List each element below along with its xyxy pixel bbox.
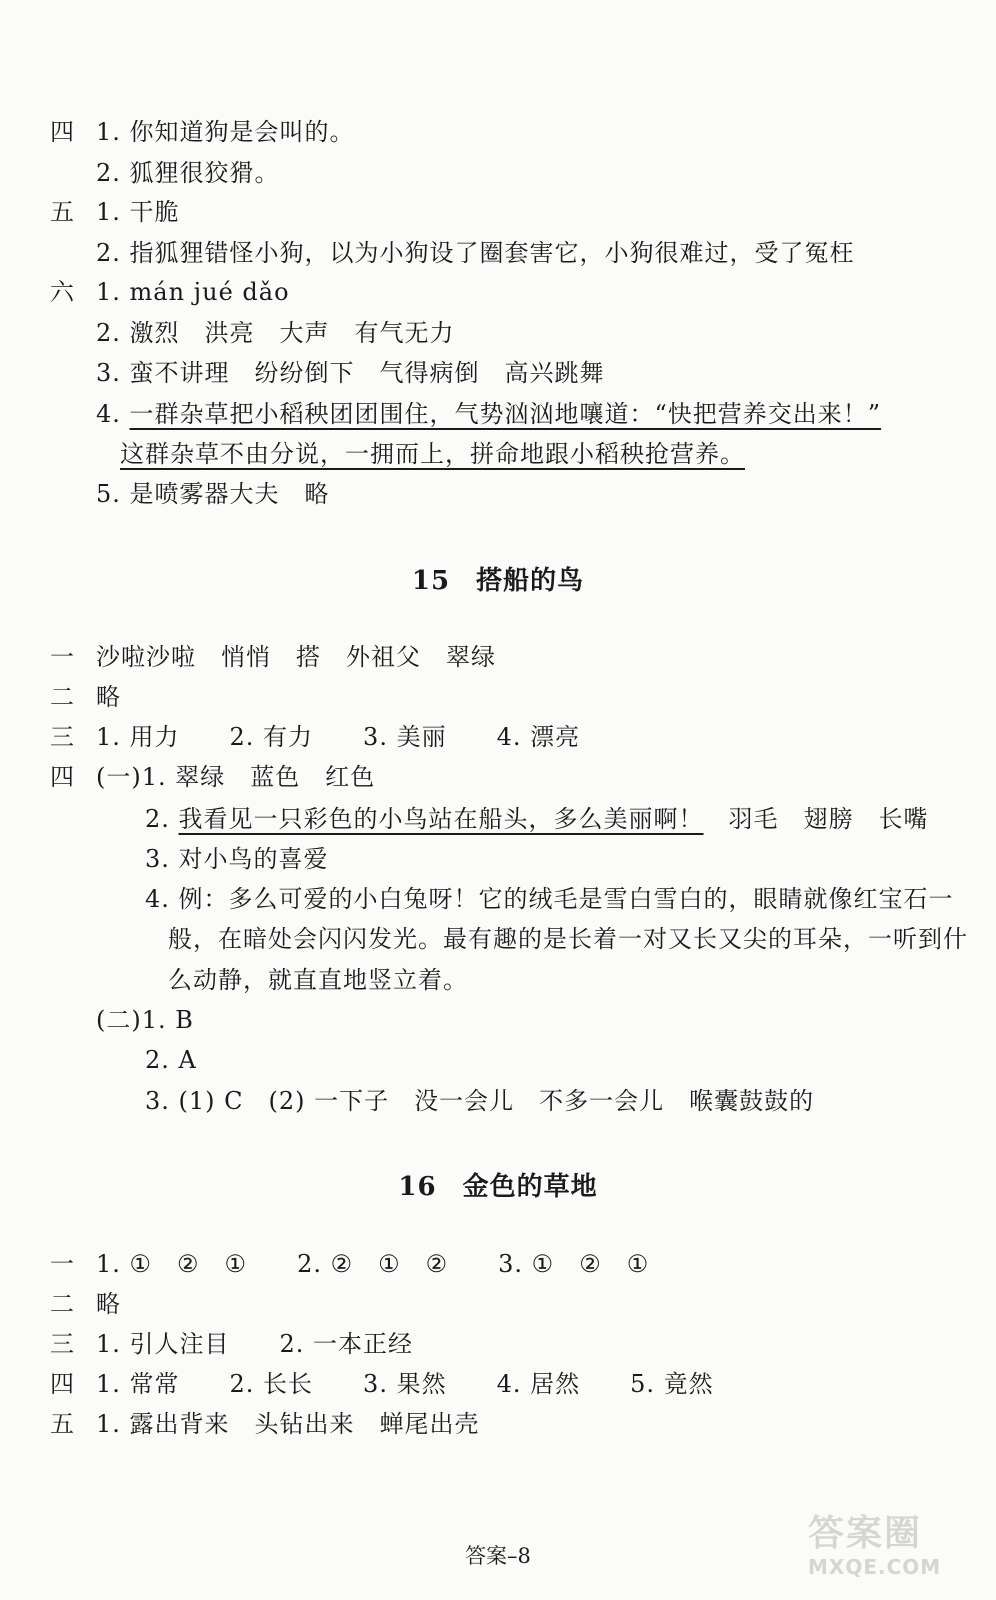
section-marker: 六: [50, 278, 75, 306]
sec15-s4-part2-item2: 2. A: [145, 1046, 197, 1074]
sec15-s4-part1-item4: 4. 例：多么可爱的小白兔呀！它的绒毛是雪白雪白的，眼睛就像红宝石一: [145, 885, 954, 913]
sec14-s5-item2: 2. 指狐狸错怪小狗，以为小狗设了圈套害它，小狗很难过，受了冤枉: [96, 239, 855, 267]
lesson-15-heading: 15 搭船的鸟: [411, 566, 585, 596]
section-marker: 五: [50, 1410, 75, 1438]
watermark-url: MXQE.COM: [808, 1555, 942, 1579]
sec16-s5: 五 1. 露出背来 头钻出来 蝉尾出壳: [50, 1410, 480, 1438]
sec16-s2: 二 略: [50, 1290, 121, 1318]
section-marker: 四: [50, 763, 75, 791]
watermark-text: 答案圈: [808, 1513, 923, 1554]
section-marker: 一: [50, 643, 75, 671]
sec16-s1: 一 1. ① ② ① 2. ② ① ② 3. ① ② ①: [50, 1250, 650, 1278]
sec15-s3: 三 1. 用力 2. 有力 3. 美丽 4. 漂亮: [50, 723, 581, 751]
sec15-s4-part1-item3: 3. 对小鸟的喜爱: [145, 845, 329, 873]
sec14-s6-item1: 六 1. mán jué dǎo: [50, 278, 290, 306]
sec15-s4-part2-item3: 3. (1) C (2) 一下子 没一会儿 不多一会儿 喉囊鼓鼓的: [145, 1087, 815, 1115]
sec15-s4-part1-item4-cont1: 般，在暗处会闪闪发光。最有趣的是长着一对又长又尖的耳朵，一听到什: [168, 925, 968, 953]
sec14-s6-item5: 5. 是喷雾器大夫 略: [96, 480, 330, 508]
section-marker: 一: [50, 1250, 75, 1278]
sec14-s5-item1: 五 1. 干脆: [50, 198, 180, 226]
section-marker: 四: [50, 1370, 75, 1398]
sec15-s4-part1-item2: 2. 我看见一只彩色的小鸟站在船头，多么美丽啊！ 羽毛 翅膀 长嘴: [145, 805, 929, 833]
section-marker: 二: [50, 1290, 75, 1318]
sec14-s4-item1: 四 1. 你知道狗是会叫的。: [50, 118, 355, 146]
sec14-s6-item2: 2. 激烈 洪亮 大声 有气无力: [96, 319, 455, 347]
lesson-16-heading: 16 金色的草地: [398, 1172, 598, 1202]
section-marker: 三: [50, 723, 75, 751]
watermark-logo: [808, 1512, 978, 1588]
sec14-s6-item4-cont: [120, 438, 745, 470]
underlined-answer: 我看见一只彩色的小鸟站在船头，多么美丽啊！: [178, 805, 704, 833]
section-marker: 二: [50, 683, 75, 711]
section-marker: 三: [50, 1330, 75, 1358]
section-marker: 四: [50, 118, 75, 146]
sec15-s2: 二 略: [50, 683, 121, 711]
underlined-answer: 这群杂草不由分说，一拥而上，拼命地跟小稻秧抢营养。: [120, 440, 745, 468]
sec16-s3: 三 1. 引人注目 2. 一本正经: [50, 1330, 414, 1358]
sec16-s4: 四 1. 常常 2. 长长 3. 果然 4. 居然 5. 竟然: [50, 1370, 714, 1398]
sec14-s6-item3: 3. 蛮不讲理 纷纷倒下 气得病倒 高兴跳舞: [96, 359, 605, 387]
sec14-s6-item4: 4. 一群杂草把小稻秧团团围住，气势汹汹地嚷道：“快把营养交出来！”: [96, 400, 882, 428]
section-marker: 五: [50, 198, 75, 226]
sec15-s4-part2-item1: (二)1. B: [96, 1006, 194, 1034]
sec15-s1: 一 沙啦沙啦 悄悄 搭 外祖父 翠绿: [50, 643, 496, 671]
page-number: 答案–8: [465, 1544, 531, 1568]
sec15-s4-part1-item1: 四 (一)1. 翠绿 蓝色 红色: [50, 763, 376, 791]
sec15-s4-part1-item4-cont2: 么动静，就直直地竖立着。: [168, 966, 468, 994]
underlined-answer: 一群杂草把小稻秧团团围住，气势汹汹地嚷道：“快把营养交出来！”: [129, 400, 882, 428]
sec14-s4-item2: 2. 狐狸很狡猾。: [96, 159, 280, 187]
